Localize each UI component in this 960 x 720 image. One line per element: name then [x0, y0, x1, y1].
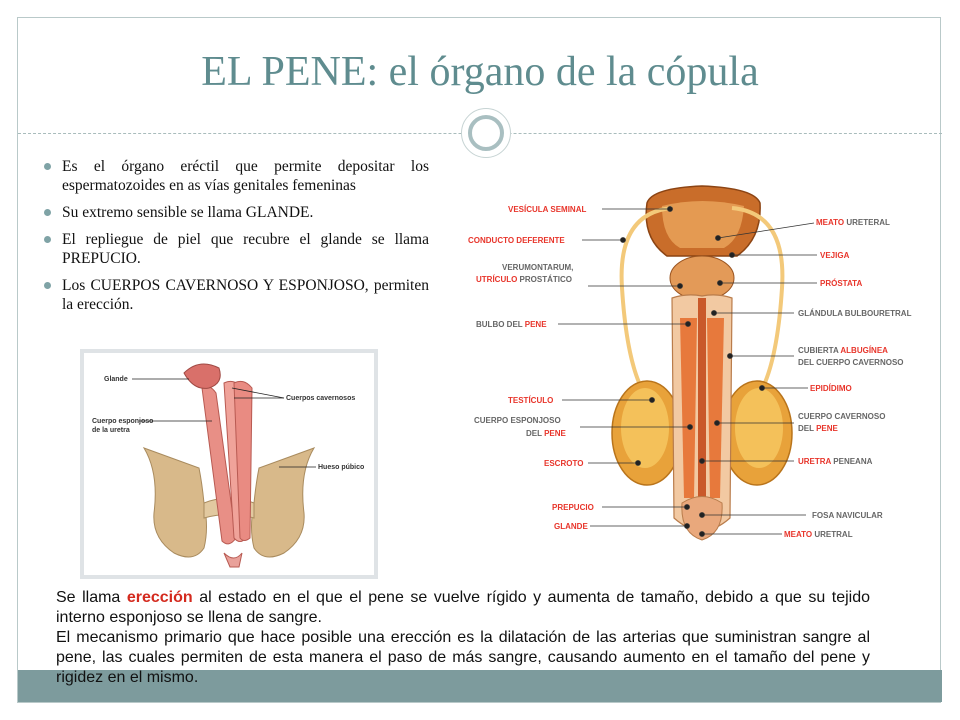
label-uretra-a: URETRA — [798, 457, 832, 466]
label-albuginea-1 — [798, 346, 888, 355]
label-bulbo-b: PENE — [524, 320, 547, 329]
label-cavernoso-2 — [798, 424, 839, 433]
label-albuginea-2: DEL CUERPO CAVERNOSO — [798, 358, 904, 367]
penis-cross-section-figure — [80, 349, 378, 579]
label-cuerpo-esponjoso-2: de la uretra — [92, 427, 130, 434]
label-utriculo-b: PROSTÁTICO — [517, 275, 572, 284]
label-cavernoso-1: CUERPO CAVERNOSO — [798, 412, 886, 421]
label-cuerpos-cavernosos: Cuerpos cavernosos — [286, 395, 356, 402]
term-erection: erección — [126, 589, 193, 606]
label-albuginea-1b: ALBUGÍNEA — [840, 346, 888, 355]
p1-post: al estado en el que el pene se vuelve rígido y aumenta de tamaño, debido a que su tejido interno esponjoso se llena de sangre. — [56, 589, 870, 626]
label-esponjoso-2 — [526, 429, 567, 438]
label-esponjoso-1: CUERPO ESPONJOSO — [474, 416, 561, 425]
label-escroto: ESCROTO — [544, 459, 584, 468]
label-cavernoso-2a: DEL — [798, 424, 817, 433]
label-cavernoso-2b: PENE — [816, 424, 838, 433]
explanation-text — [56, 588, 870, 688]
bullet-item: Es el órgano eréctil que permite depositar los espermatozoides en as vías genitales femeninas — [52, 157, 429, 195]
label-vejiga: VEJIGA — [820, 251, 850, 260]
penis-cross-section-illustration — [84, 353, 374, 575]
slide-title: EL PENE: el órgano de la cópula — [201, 49, 759, 95]
label-utriculo-a: UTRÍCULO — [476, 275, 518, 284]
label-meato2-b: URETRAL — [812, 530, 853, 539]
label-utriculo — [476, 275, 572, 284]
label-glandula: GLÁNDULA BULBOURETRAL — [798, 309, 912, 318]
label-conducto: CONDUCTO DEFERENTE — [468, 236, 565, 245]
label-esponjoso-2a: DEL — [526, 429, 545, 438]
label-epididimo: EPIDÍDIMO — [810, 384, 852, 393]
label-glande: Glande — [104, 376, 128, 383]
label-esponjoso-2b: PENE — [544, 429, 566, 438]
label-prepucio: PREPUCIO — [552, 503, 594, 512]
paragraph-erection-mechanism: El mecanismo primario que hace posible una erección es la dilatación de las arterias que suministran sangre al pene, las cuales permiten de esta manera el paso de más sangre, causando aumento en el tamaño del pene y rigidez en el mismo. — [56, 629, 870, 686]
divider-ring-icon — [461, 108, 511, 158]
label-meato-a: MEATO — [816, 218, 845, 227]
bullet-item: El repliegue de piel que recubre el glande se llama PREPUCIO. — [52, 230, 429, 268]
label-fosa-navicular: FOSA NAVICULAR — [812, 511, 883, 520]
label-hueso-pubico: Hueso púbico — [318, 464, 365, 471]
label-meato2-a: MEATO — [784, 530, 813, 539]
label-uretra-peneana — [798, 457, 873, 466]
reproductive-anatomy-illustration — [462, 168, 940, 548]
paragraph-erection-definition — [56, 588, 870, 628]
label-vesicula: VESÍCULA SEMINAL — [508, 205, 587, 214]
label-cuerpo-esponjoso-1: Cuerpo esponjoso — [92, 418, 154, 425]
bullet-list — [52, 157, 429, 322]
reproductive-anatomy-figure — [462, 168, 940, 548]
label-testiculo: TESTÍCULO — [508, 396, 554, 405]
label-uretra-b: PENEANA — [831, 457, 873, 466]
label-bulbo-a: BULBO DEL — [476, 320, 525, 329]
label-bulbo — [476, 320, 547, 329]
label-glande-right: GLANDE — [554, 522, 588, 531]
label-verumontarum: VERUMONTARUM, — [502, 263, 574, 272]
label-prostata: PRÓSTATA — [820, 279, 863, 288]
bullet-item: Su extremo sensible se llama GLANDE. — [52, 203, 429, 222]
label-meato-ureteral — [816, 218, 890, 227]
p1-pre: Se llama — [56, 589, 127, 606]
label-albuginea-1a: CUBIERTA — [798, 346, 841, 355]
label-meato-b: URETERAL — [844, 218, 890, 227]
label-meato-uretral — [784, 530, 853, 539]
bullet-item: Los CUERPOS CAVERNOSO Y ESPONJOSO, permiten la erección. — [52, 276, 429, 314]
